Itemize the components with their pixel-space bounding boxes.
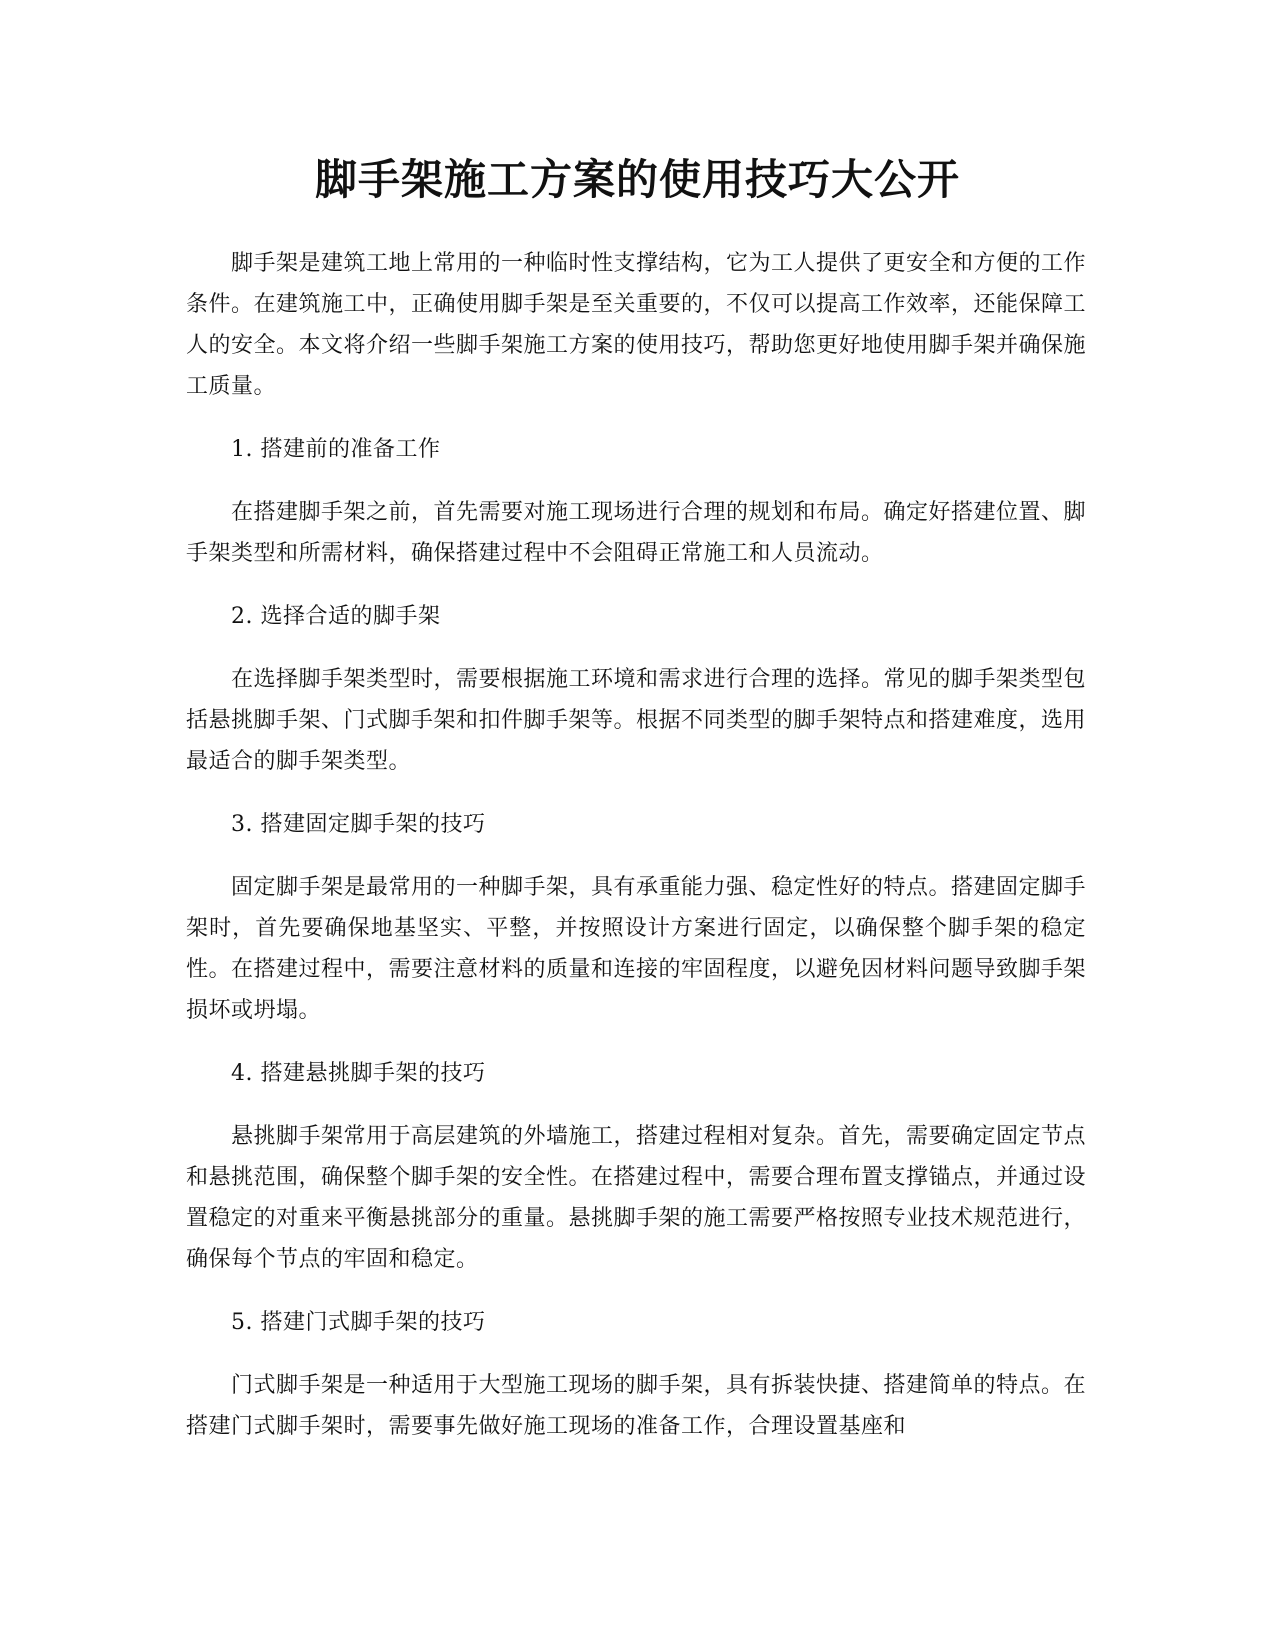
section-heading-2: 2. 选择合适的脚手架 (231, 604, 441, 629)
intro-paragraph: 脚手架是建筑工地上常用的一种临时性支撑结构，它为工人提供了更安全和方便的工作条件。在建筑施工中，正确使用脚手架是至关重要的，不仅可以提高工作效率，还能保障工人的安全。本文将介绍一些脚手架施工方案的使用技巧，帮助您更好地使用脚手架并确保施工质量。 (186, 251, 1087, 399)
section-paragraph-2: 在选择脚手架类型时，需要根据施工环境和需求进行合理的选择。常见的脚手架类型包括悬挑脚手架、门式脚手架和扣件脚手架等。根据不同类型的脚手架特点和搭建难度，选用最适合的脚手架类型。 (186, 667, 1087, 774)
section-heading-5: 5. 搭建门式脚手架的技巧 (231, 1310, 486, 1335)
section-paragraph-1: 在搭建脚手架之前，首先需要对施工现场进行合理的规划和布局。确定好搭建位置、脚手架类型和所需材料，确保搭建过程中不会阻碍正常施工和人员流动。 (186, 500, 1087, 566)
section-heading-3: 3. 搭建固定脚手架的技巧 (231, 812, 486, 837)
page-title: 脚手架施工方案的使用技巧大公开 (314, 155, 960, 204)
section-paragraph-5: 门式脚手架是一种适用于大型施工现场的脚手架，具有拆装快捷、搭建简单的特点。在搭建门式脚手架时，需要事先做好施工现场的准备工作，合理设置基座和 (186, 1373, 1087, 1439)
document-body (186, 243, 1086, 1447)
section-paragraph-4: 悬挑脚手架常用于高层建筑的外墙施工，搭建过程相对复杂。首先，需要确定固定节点和悬挑范围，确保整个脚手架的安全性。在搭建过程中，需要合理布置支撑锚点，并通过设置稳定的对重来平衡悬挑部分的重量。悬挑脚手架的施工需要严格按照专业技术规范进行，确保每个节点的牢固和稳定。 (186, 1124, 1087, 1272)
section-paragraph-3: 固定脚手架是最常用的一种脚手架，具有承重能力强、稳定性好的特点。搭建固定脚手架时，首先要确保地基坚实、平整，并按照设计方案进行固定，以确保整个脚手架的稳定性。在搭建过程中，需要注意材料的质量和连接的牢固程度，以避免因材料问题导致脚手架损坏或坍塌。 (186, 875, 1087, 1023)
section-heading-4: 4. 搭建悬挑脚手架的技巧 (231, 1061, 486, 1086)
section-heading-1: 1. 搭建前的准备工作 (231, 437, 441, 462)
